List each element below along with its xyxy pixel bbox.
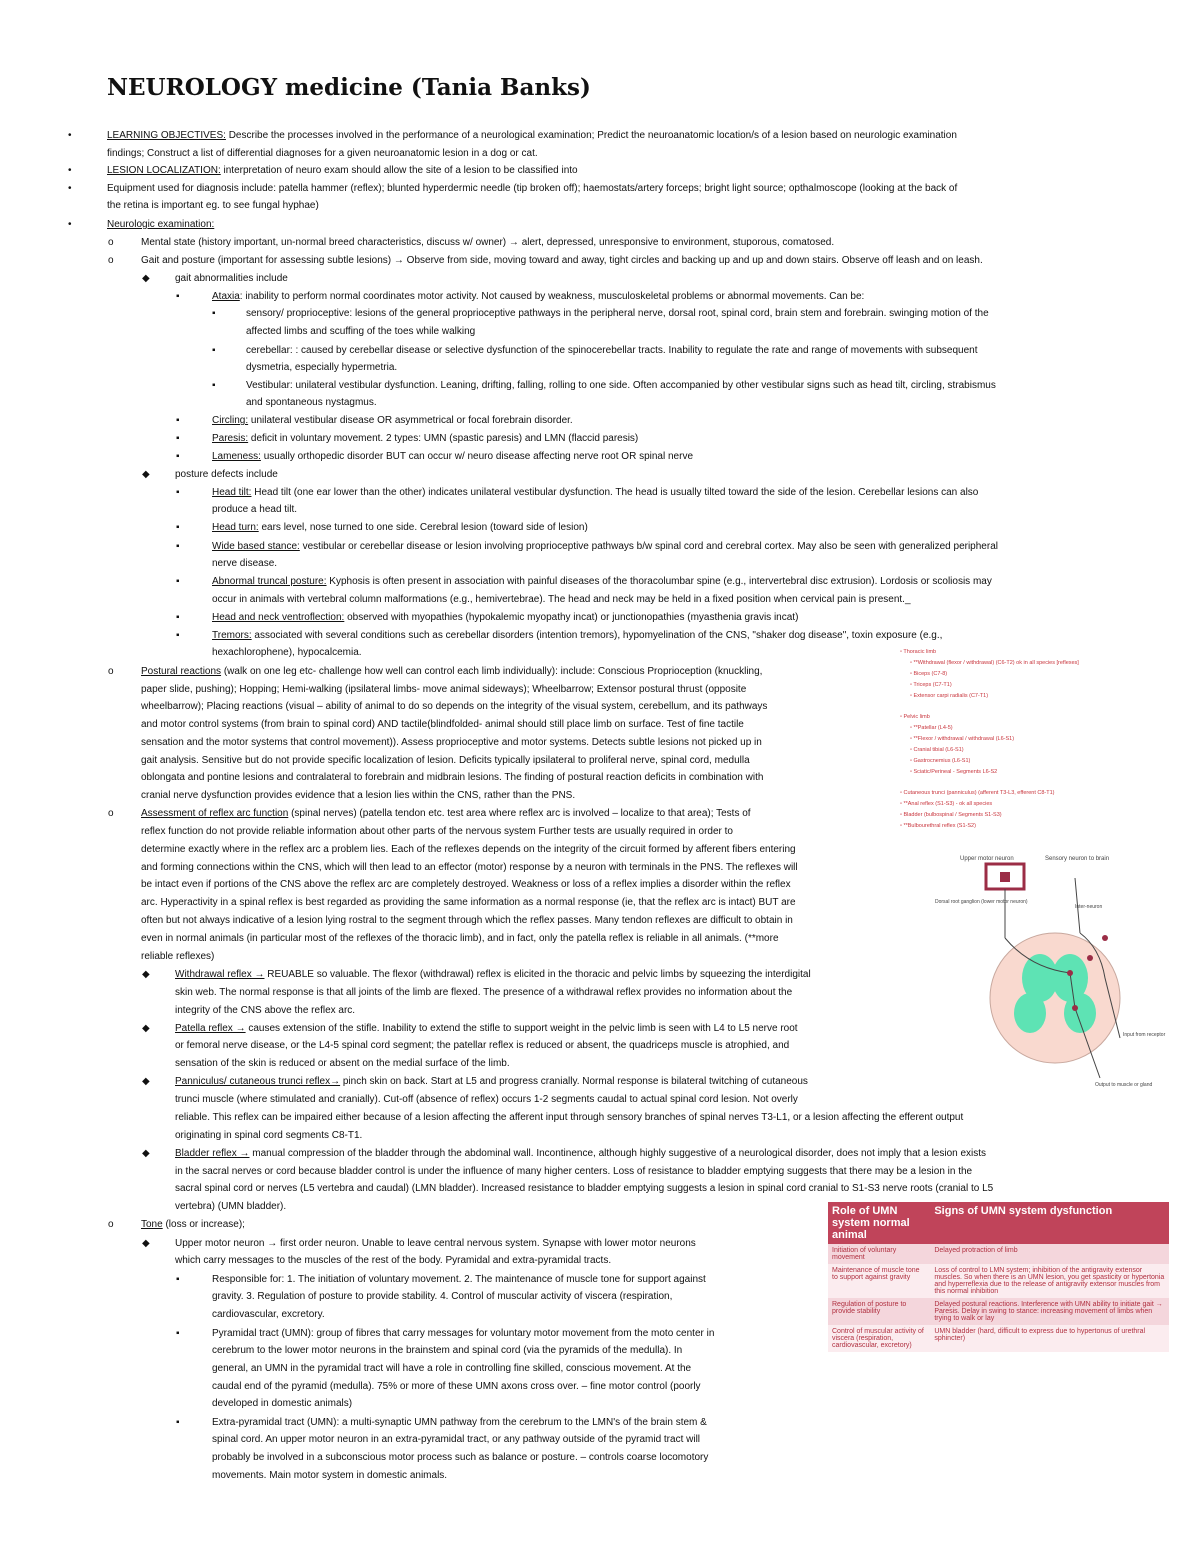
text-line <box>141 771 763 784</box>
upper-motor-label: Upper motor neuron <box>960 856 1014 862</box>
line-text: cerebrum to the lower motor neurons in the brainstem and spinal cord (via the pyramids of the medulla). In <box>212 1345 683 1356</box>
line-text: cerebellar: : caused by cerebellar disease or selective dysfunction of the spinocerebellar tracts. Inability to regulate the rate and range of movements with subsequent <box>246 345 978 356</box>
text-line <box>175 1200 286 1213</box>
line-text: posture defects include <box>175 469 278 480</box>
bullet-marker: ▪ <box>212 380 216 391</box>
table-cell: Loss of control to LMN system; inhibition of the antigravity extensor muscles. So when there is an UMN lesion, you get spasticity or hypertonia and hyperreflexia due to the release of antigravity extensor muscles from this normal inhibition <box>930 1264 1169 1298</box>
text-line <box>212 432 638 445</box>
line-text: causes extension of the stifle. Inability to extend the stifle to support weight in the pelvic limb is seen with L4 to L5 nerve root <box>245 1023 798 1034</box>
table-cell: Delayed postural reactions. Interference with UMN ability to initiate gait → Paresis. Delay in swing to stance: increasing movement of limbs when trying to walk or lay <box>930 1298 1169 1325</box>
text-line <box>175 1254 611 1267</box>
text-line <box>141 896 796 909</box>
line-text: originating in spinal cord segments C8-T1. <box>175 1130 363 1141</box>
bullet-marker: o <box>108 808 114 819</box>
line-text: usually orthopedic disorder BUT can occur w/ neuro disease affecting nerve root OR spinal nerve <box>260 451 694 462</box>
line-text: in the sacral nerves or cord because bladder control is under the influence of many higher centers. Loss of resistance to bladder emptying suggests that there may be a lesion in the <box>175 1166 973 1177</box>
text-line <box>212 414 573 427</box>
underlined-term: Wide based stance: <box>212 541 300 552</box>
underlined-term: Lameness: <box>212 451 261 462</box>
bullet-marker: ▪ <box>176 576 180 587</box>
line-text: REUABLE so valuable. The flexor (withdrawal) reflex is elicited in the thoracic and pelvic limbs by squeezing the interdigital <box>264 969 811 980</box>
bullet-marker: • <box>68 183 72 194</box>
line-text: be intact even if portions of the CNS above the reflex arc are completely destroyed. Weakness or loss of a reflex implies a disorder within the reflex <box>141 879 791 890</box>
bullet-marker: ◆ <box>142 1148 150 1159</box>
text-line <box>107 218 214 231</box>
line-text: cardiovascular, excretory. <box>212 1309 325 1320</box>
line-text: occur in animals with vertebral column malformations (e.g., hemivertebrae). The head and neck may be held in a fixed position when cervical pain is present._ <box>212 594 911 605</box>
line-text: Responsible for: 1. The initiation of voluntary movement. 2. The maintenance of muscle tone for support against <box>212 1274 706 1285</box>
line-text: Gait and posture (important for assessing subtle lesions) → Observe from side, moving toward and away, tight circles and backing up and up and down stairs. Observe off leash and on leash. <box>141 255 983 266</box>
text-line <box>212 629 942 642</box>
reflex-arc-diagram <box>930 848 1180 1108</box>
line-text: reflex function do not provide reliable information about other parts of the nervous system Further tests are usually required in order to <box>141 826 733 837</box>
line-text: spinal cord. An upper motor neuron in an extra-pyramidal tract, or any pathway outside of the pyramid tract will <box>212 1434 701 1445</box>
line-text: Extra-pyramidal tract (UMN): a multi-synaptic UMN pathway from the cerebrum to the LMN's of the brain stem & <box>212 1417 707 1428</box>
text-line <box>141 914 793 927</box>
text-line <box>212 1416 707 1429</box>
underlined-term: Postural reactions <box>141 666 222 677</box>
line-text: arc. Hyperactivity in a spinal reflex is best regarded as providing the same information as a normal response (ie, that the reflex arc is intact) BUT are <box>141 897 796 908</box>
text-line <box>175 1075 808 1088</box>
text-line <box>175 1004 355 1017</box>
text-line <box>212 575 992 588</box>
line-text: nerve disease. <box>212 558 278 569</box>
bullet-marker: • <box>68 130 72 141</box>
text-line <box>141 700 767 713</box>
line-text: movements. Main motor system in domestic animals. <box>212 1470 448 1481</box>
table-cell: Regulation of posture to provide stability <box>828 1298 930 1325</box>
line-text: wheelbarrow); Placing reactions (visual – ability of animal to do so depends on the integrity of the visual system, cerebellum, and its pathways <box>141 701 768 712</box>
underlined-term: Neurologic examination: <box>107 219 215 230</box>
umn-table-header: Role of UMN system normal animal <box>828 1202 930 1244</box>
text-line <box>212 290 864 303</box>
text-line <box>212 1273 706 1286</box>
underlined-term: Head tilt: <box>212 487 252 498</box>
bullet-marker: ▪ <box>212 345 216 356</box>
text-line <box>175 1237 696 1250</box>
line-text: reliable. This reflex can be impaired either because of a lesion affecting the afferent input through sensory branches of spinal nerves T3-L1, or a lesion affecting the efferent output <box>175 1112 964 1123</box>
output-label: Output to muscle or gland <box>1095 1082 1153 1088</box>
line-text: often but not always indicative of a lesion lying rostral to the segment through which the reflex passes. Many tendon reflexes are difficult to obtain in <box>141 915 793 926</box>
brain-neuron <box>1000 872 1010 882</box>
bullet-marker: ◆ <box>142 1238 150 1249</box>
grey-matter-right-bottom <box>1064 993 1096 1033</box>
underlined-term: LEARNING OBJECTIVES: <box>107 130 226 141</box>
line-text: hexachlorophene), hypocalcemia. <box>212 647 362 658</box>
text-line <box>175 1182 993 1195</box>
bullet-marker: ◆ <box>142 1076 150 1087</box>
line-text: affected limbs and scuffing of the toes while walking <box>246 326 476 337</box>
text-line <box>175 1039 789 1052</box>
line-text: Head tilt (one ear lower than the other) indicates unilateral vestibular dysfunction. The head is usually tilted toward the side of the lesion. Cerebellar lesions can also <box>251 487 979 498</box>
line-text: sacral spinal cord or nerves (L5 vertebra and caudal) (LMN bladder). Increased resistance to bladder emptying suggests a lesion in spinal cord cranial to S1-S3 nerve roots (cranial to L5 <box>175 1183 994 1194</box>
side-note: ▫ Pelvic limb <box>900 714 930 720</box>
text-line <box>246 361 397 374</box>
text-line <box>212 593 911 606</box>
underlined-term: Patella reflex → <box>175 1023 246 1034</box>
line-text: paper slide, pushing); Hopping; Hemi-walking (ipsilateral limbs- move animal sideways); Wheelbarrow; Extensor postural thrust (opposite <box>141 684 747 695</box>
bullet-marker: o <box>108 255 114 266</box>
table-row <box>828 1244 1169 1264</box>
text-line <box>141 1218 245 1231</box>
text-line <box>141 843 796 856</box>
text-line <box>212 557 277 570</box>
line-text: Upper motor neuron → first order neuron. Unable to leave central nervous system. Synapse with lower motor neurons <box>175 1238 696 1249</box>
line-text: which carry messages to the muscles of the rest of the body. Pyramidal and extra-pyramidal tracts. <box>175 1255 612 1266</box>
line-text: Vestibular: unilateral vestibular dysfunction. Leaning, drifting, falling, rolling to one side. Often accompanied by other vestibular signs such as head tilt, circling, strabismus <box>246 380 996 391</box>
underlined-term: Abnormal truncal posture: <box>212 576 327 587</box>
line-text: vertebra) (UMN bladder). <box>175 1201 287 1212</box>
text-line <box>212 1308 325 1321</box>
text-line <box>141 754 750 767</box>
underlined-term: Circling: <box>212 415 249 426</box>
line-text: gait analysis. Sensitive but do not provide specific localization of lesion. Deficits typically ipsilateral to proliferal nerve, spinal cord, medulla <box>141 755 750 766</box>
underlined-term: Withdrawal reflex → <box>175 969 265 980</box>
table-cell: UMN bladder (hard, difficult to express due to hypertonus of urethral sphincter) <box>930 1325 1169 1352</box>
line-text: the retina is important eg. to see fungal hyphae) <box>107 200 319 211</box>
text-line <box>141 861 798 874</box>
line-text: developed in domestic animals) <box>212 1398 353 1409</box>
line-text: Mental state (history important, un-normal breed characteristics, discuss w/ owner) → alert, depressed, unresponsive to environment, stuporous, comatosed. <box>141 237 835 248</box>
text-line <box>212 1380 701 1393</box>
text-line <box>175 1022 798 1035</box>
text-line <box>212 1397 352 1410</box>
bullet-marker: • <box>68 165 72 176</box>
underlined-term: Tremors: <box>212 630 252 641</box>
text-line <box>107 164 578 177</box>
line-text: sensation and the motor systems that control movement)). Assess proprioceptive and motor systems. Detects subtle lesions not picked up in <box>141 737 762 748</box>
underlined-term: Panniculus/ cutaneous trunci reflex→ <box>175 1076 341 1087</box>
text-line <box>141 665 762 678</box>
text-line <box>141 950 214 963</box>
bullet-marker: ◆ <box>142 1023 150 1034</box>
underlined-term: LESION LOCALIZATION: <box>107 165 221 176</box>
line-text: even in normal animals (in particular most of the reflexes of the thoracic limb), and in fact, only the patella reflex is reliable in all animals. (**more <box>141 933 779 944</box>
text-line <box>141 878 791 891</box>
underlined-term: Bladder reflex → <box>175 1148 250 1159</box>
bullet-marker: ▪ <box>212 308 216 319</box>
line-text: sensation of the skin is reduced or absent on the medial surface of the limb. <box>175 1058 510 1069</box>
line-text: oblongata and pontine lesions and contralateral to forebrain and midbrain lesions. The finding of postural reaction deficits in combination with <box>141 772 764 783</box>
line-text: Equipment used for diagnosis include: patella hammer (reflex); blunted hyperdermic needle (tip broken off); haemostats/artery forceps; bright light source; opthalmoscope (looking at the back of <box>107 183 958 194</box>
text-line <box>175 968 811 981</box>
grey-matter-left-bottom <box>1014 993 1046 1033</box>
table-cell: Maintenance of muscle tone to support against gravity <box>828 1264 930 1298</box>
text-line <box>212 1469 447 1482</box>
bullet-marker: • <box>68 219 72 230</box>
text-line <box>175 1111 963 1124</box>
underlined-term: Ataxia <box>212 291 240 302</box>
text-line <box>175 1057 510 1070</box>
line-text: (loss or increase); <box>162 1219 245 1230</box>
text-line <box>107 199 319 212</box>
bullet-marker: o <box>108 1219 114 1230</box>
bullet-marker: ◆ <box>142 969 150 980</box>
bullet-marker: ▪ <box>176 1274 180 1285</box>
umn-table-header: Signs of UMN system dysfunction <box>930 1202 1169 1244</box>
line-text: produce a head tilt. <box>212 504 298 515</box>
text-line <box>212 1451 708 1464</box>
bullet-marker: ▪ <box>176 1417 180 1428</box>
underlined-term: Head and neck ventroflection: <box>212 612 345 623</box>
line-text: and motor control systems (from brain to spinal cord) AND tactile(blindfolded- animal should still place limb on surface. Test of fine tactile <box>141 719 744 730</box>
table-row <box>828 1264 1169 1298</box>
side-note: ▫ Cutaneous trunci (panniculus) (afferent T3-L3, efferent C8-T1) <box>900 790 1055 796</box>
line-text: Kyphosis is often present in association with painful diseases of the thoracolumbar spine (e.g., intervertebral disc extrusion). Lordosis or scoliosis may <box>326 576 992 587</box>
bullet-marker: o <box>108 666 114 677</box>
text-line <box>141 236 834 249</box>
side-note: ▫ Triceps (C7-T1) <box>910 682 952 688</box>
bullet-marker: o <box>108 237 114 248</box>
side-note: ▫ **Anal reflex (S1-S3) - ok all species <box>900 801 993 807</box>
bullet-marker: ▪ <box>176 612 180 623</box>
line-text: associated with several conditions such as cerebellar disorders (intention tremors), hypomyelination of the CNS, "shaker dog disease", toxin exposure (e.g., <box>251 630 943 641</box>
text-line <box>212 521 588 534</box>
table-row <box>828 1298 1169 1325</box>
line-text: sensory/ proprioceptive: lesions of the general proprioceptive pathways in the peripheral nerve, dorsal root, spinal cord, brain stem and forebrain. swinging motion of the <box>246 308 989 319</box>
interneuron-label: Inter-neuron <box>1075 904 1103 910</box>
text-line <box>141 825 733 838</box>
bullet-marker: ▪ <box>176 541 180 552</box>
line-text: dysmetria, especially hypermetria. <box>246 362 398 373</box>
line-text: trunci muscle (where stimulated and cranially). Cut-off (absence of reflex) occurs 1-2 segments caudal to actual spinal cord lesion. Not overly <box>175 1094 798 1105</box>
line-text: skin web. The normal response is that all joints of the limb are flexed. The presence of a withdrawal reflex provides no information about the <box>175 987 793 998</box>
spinal-label: Dorsal root ganglion (lower motor neuron) <box>935 899 1028 905</box>
side-note: ▫ **Bulbourethral reflex (S1-S2) <box>900 823 976 829</box>
text-line <box>246 325 475 338</box>
table-cell: Control of muscular activity of viscera (respiration, cardiovascular, excretory) <box>828 1325 930 1352</box>
side-note: ▫ Sciatic/Perineal - Segments L6-S2 <box>910 769 998 775</box>
page-title: NEUROLOGY medicine (Tania Banks) <box>107 74 591 101</box>
line-text: gravity. 3. Regulation of posture to provide stability. 4. Control of muscular activity of viscera (respiration, <box>212 1291 673 1302</box>
underlined-term: Paresis: <box>212 433 249 444</box>
line-text: pinch skin on back. Start at L5 and progress cranially. Normal response is bilateral twitching of cutaneous <box>340 1076 808 1087</box>
underlined-term: Assessment of reflex arc function <box>141 808 289 819</box>
side-note: ▫ Biceps (C7-8) <box>910 671 948 677</box>
text-line <box>212 611 798 624</box>
bullet-marker: ◆ <box>142 469 150 480</box>
bullet-marker: ▪ <box>176 1328 180 1339</box>
line-text: : inability to perform normal coordinates motor activity. Not caused by weakness, musculoskeletal problems or abnormal movements. Can be: <box>239 291 865 302</box>
side-note: ▫ Cranial tibial (L6-S1) <box>910 747 964 753</box>
text-line <box>212 1433 700 1446</box>
text-line <box>175 986 792 999</box>
text-line <box>212 503 297 516</box>
text-line <box>212 450 693 463</box>
text-line <box>246 344 978 357</box>
underlined-term: Head turn: <box>212 522 259 533</box>
line-text: general, an UMN in the pyramidal tract will have a role in controlling fine skilled, conscious movement. At the <box>212 1363 692 1374</box>
umn-role-table <box>828 1202 1169 1352</box>
underlined-term: Tone <box>141 1219 163 1230</box>
line-text: gait abnormalities include <box>175 273 288 284</box>
line-text: caudal end of the pyramid (medulla). 75% or more of these UMN axons cross over. – fine motor control (poorly <box>212 1381 701 1392</box>
text-line <box>141 683 746 696</box>
text-line <box>141 736 762 749</box>
line-text: vestibular or cerebellar disease or lesion involving proprioceptive pathways b/w spinal cord and cerebral cortex. May also be seen with generalized peripheral <box>299 541 998 552</box>
bullet-marker: ▪ <box>176 487 180 498</box>
line-text: integrity of the CNS above the reflex arc. <box>175 1005 356 1016</box>
text-line <box>107 147 538 160</box>
text-line <box>212 1344 682 1357</box>
side-note: ▫ **Withdrawal (flexor / withdrawal) (C6-T2) ok in all species [reflexes] <box>910 660 1079 666</box>
text-line <box>246 379 996 392</box>
line-text: ears level, nose turned to one side. Cerebral lesion (toward side of lesion) <box>258 522 588 533</box>
line-text: probably be involved in a subconscious motor process such as balance or posture. – controls coarse locomotory <box>212 1452 709 1463</box>
line-text: unilateral vestibular disease OR asymmetrical or focal forebrain disorder. <box>248 415 573 426</box>
text-line <box>141 254 983 267</box>
line-text: (walk on one leg etc- challenge how well can control each limb individually): include: Conscious Proprioception (knuckling, <box>221 666 763 677</box>
spinal-cord-ring <box>990 933 1120 1063</box>
line-text: and forming connections within the CNS, which will then lead to an effector (motor) response by a neuron with terminals in the PNS. The reflexes will <box>141 862 798 873</box>
bullet-marker: ▪ <box>176 291 180 302</box>
line-text: findings; Construct a list of differential diagnoses for a given neuroanatomic lesion in a dog or cat. <box>107 148 538 159</box>
text-line <box>175 1147 986 1160</box>
text-line <box>141 789 575 802</box>
side-note: ▫ Bladder (bulbospinal / Segments S1-S3) <box>900 812 1002 818</box>
line-text: or femoral nerve disease, or the L4-5 spinal cord segment; the patellar reflex is reduced or absent, the quadriceps muscle is atrophied, and <box>175 1040 790 1051</box>
line-text: manual compression of the bladder through the abdominal wall. Incontinence, although highly suggestive of a neurological disorder, does not imply that a lesion exists <box>249 1148 987 1159</box>
input-label: Input from receptor <box>1123 1032 1166 1038</box>
table-row <box>828 1325 1169 1352</box>
text-line <box>175 468 278 481</box>
side-note: ▫ Thoracic limb <box>900 649 937 655</box>
text-line <box>141 718 744 731</box>
text-line <box>107 182 957 195</box>
text-line <box>175 272 288 285</box>
line-text: Pyramidal tract (UMN): group of fibres that carry messages for voluntary motor movement from the moto center in <box>212 1328 715 1339</box>
line-text: Describe the processes involved in the performance of a neurological examination; Predict the neuroanatomic location/s of a lesion based on neurologic examination <box>225 130 957 141</box>
bullet-marker: ▪ <box>176 415 180 426</box>
side-note: ▫ **Patellar (L4-5) <box>910 725 953 731</box>
text-line <box>175 1093 798 1106</box>
line-text: cranial nerve dysfunction provides evidence that a lesion lies within the CNS, rather than the PNS. <box>141 790 576 801</box>
side-note: ▫ Gastrocnemius (L6-S1) <box>910 758 971 764</box>
text-line <box>212 540 998 553</box>
line-text: deficit in voluntary movement. 2 types: UMN (spastic paresis) and LMN (flaccid paresis) <box>248 433 639 444</box>
text-line <box>107 129 957 142</box>
line-text: determine exactly where in the reflex arc a problem lies. Each of the reflexes depends on the integrity of the circuit formed by afferent fibers entering <box>141 844 796 855</box>
text-line <box>212 1362 691 1375</box>
table-cell: Delayed protraction of limb <box>930 1244 1169 1264</box>
bullet-marker: ◆ <box>142 273 150 284</box>
table-cell: Initiation of voluntary movement <box>828 1244 930 1264</box>
text-line <box>141 932 779 945</box>
bullet-marker: ▪ <box>176 451 180 462</box>
text-line <box>212 646 362 659</box>
line-text: reliable reflexes) <box>141 951 215 962</box>
text-line <box>175 1129 362 1142</box>
line-text: and spontaneous nystagmus. <box>246 397 377 408</box>
text-line <box>212 1327 714 1340</box>
sensory-label: Sensory neuron to brain <box>1045 856 1110 862</box>
text-line <box>141 807 751 820</box>
side-note: ▫ Extensor carpi radialis (C7-T1) <box>910 693 989 699</box>
side-note: ▫ **Flexor / withdrawal / withdrawal (L6-S1) <box>910 736 1015 742</box>
bullet-marker: ▪ <box>176 630 180 641</box>
text-line <box>246 307 989 320</box>
text-line <box>246 396 377 409</box>
text-line <box>212 486 978 499</box>
bullet-marker: ▪ <box>176 433 180 444</box>
text-line <box>212 1290 672 1303</box>
line-text: (spinal nerves) (patella tendon etc. test area where reflex arc is involved – localize to that area); Tests of <box>288 808 751 819</box>
line-text: observed with myopathies (hypokalemic myopathy incat) or junctionopathies (myasthenia gravis incat) <box>344 612 799 623</box>
text-line <box>175 1165 972 1178</box>
bullet-marker: ▪ <box>176 522 180 533</box>
line-text: interpretation of neuro exam should allow the site of a lesion to be classified into <box>220 165 578 176</box>
